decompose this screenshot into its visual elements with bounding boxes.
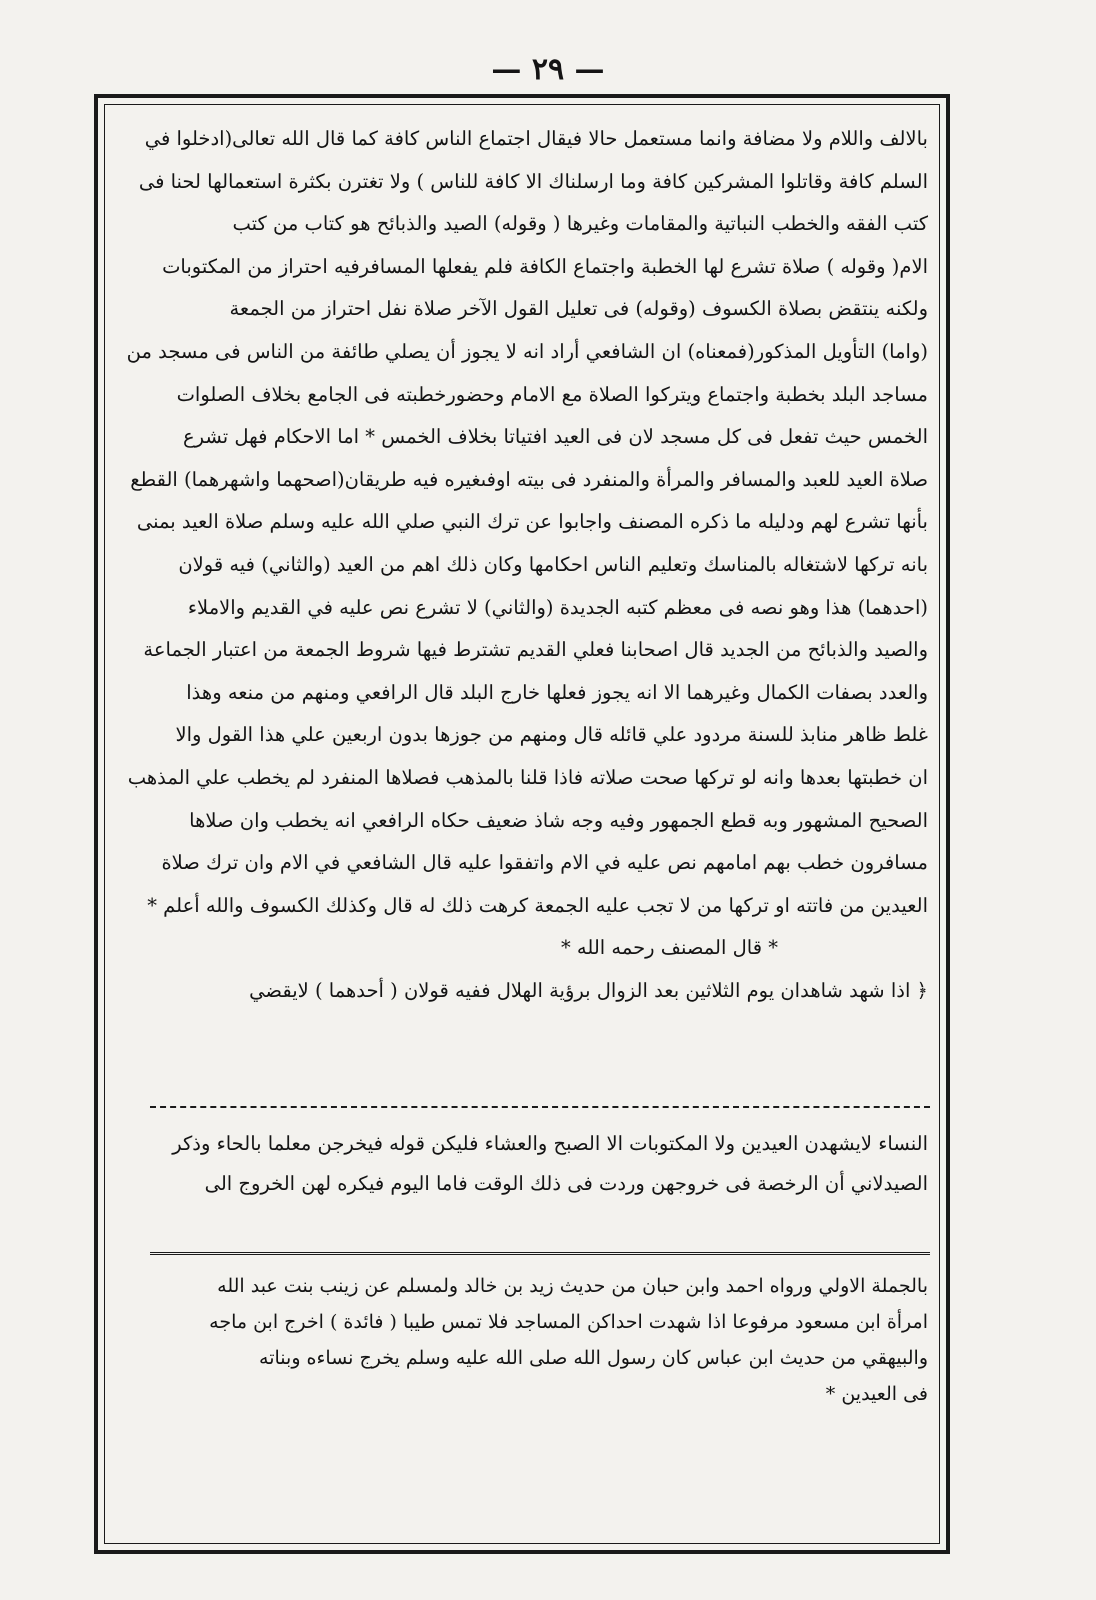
text-line: العيدين من فاتته او تركها من لا تجب عليه الجمعة كرهت ذلك له قال وكذلك الكسوف والله أعلم * [147,893,928,917]
text-line: صلاة العيد للعبد والمسافر والمرأة والمنفرد فى بيته اوفىغيره فيه طريقان(اصحهما واشهرهما) القطع [130,467,928,491]
main-commentary [116,118,928,1012]
text-line: ﴿ اذا شهد شاهدان يوم الثلاثين بعد الزوال برؤية الهلال ففيه قولان ( أحدهما ) لايقضي [249,978,928,1002]
text-line: ولكنه ينتقض بصلاة الكسوف (وقوله) فى تعليل القول الآخر صلاة نفل احتراز من الجمعة [229,297,928,321]
text-line: والبيهقي من حديث ابن عباس كان رسول الله صلى الله عليه وسلم يخرج نساءه وبناته [259,1347,928,1369]
text-line: مساجد البلد بخطبة واجتماع ويتركوا الصلاة مع الامام وحضورخطبته فى الجامع بخلاف الصلوات [176,382,928,406]
text-line: فى العيدين * [825,1383,928,1405]
text-line: الام( وقوله ) صلاة تشرع لها الخطبة واجتماع الكافة فلم يفعلها المسافرفيه احتراز من المكتوبات [162,254,928,278]
text-line: مسافرون خطب بهم امامهم نص عليه في الام واتفقوا عليه قال الشافعي في الام وان ترك صلاة [161,851,928,875]
text-line: الصحيح المشهور وبه قطع الجمهور وفيه وجه شاذ ضعيف حكاه الرافعي انه يخطب وان صلاها [189,808,928,832]
text-line: الصيدلاني أن الرخصة فى خروجهن وردت فى ذلك الوقت فاما اليوم فيكره لهن الخروج الى [204,1172,928,1195]
text-line: النساء لايشهدن العيدين ولا المكتوبات الا الصبح والعشاء فليكن قوله فيخرجن معلما بالحاء وذكر [172,1132,928,1155]
page-number: — ٢٩ — [491,52,605,87]
text-line: كتب الفقه والخطب النباتية والمقامات وغيرها ( وقوله) الصيد والذبائح هو كتاب من كتب [232,212,928,236]
section-heading: * قال المصنف رحمه الله * [560,936,778,960]
text-line: بالجملة الاولي ورواه احمد وابن حبان من حديث زيد بن خالد ولمسلم عن زينب بنت عبد الله [217,1275,928,1297]
section-divider [150,1106,930,1108]
footnote-block [116,1268,928,1412]
text-line: السلم كافة وقاتلوا المشركين كافة وما ارسلناك الا كافة للناس ) ولا تغترن بكثرة استعمالها لحنا فى [138,169,928,193]
text-line: (واما) التأويل المذكور(فمعناه) ان الشافعي أراد انه لا يجوز أن يصلي طائفة من الناس فى مسجد من [126,339,928,363]
text-line: امرأة ابن مسعود مرفوعا اذا شهدت احداكن المساجد فلا تمس طيبا ( فائدة ) اخرج ابن ماجه [209,1311,928,1333]
text-line: بانه تركها لاشتغاله بالمناسك وتعليم الناس احكامها وكان ذلك اهم من العيد (والثاني) فيه قولان [178,552,928,576]
text-line: والصيد والذبائح من الجديد قال اصحابنا فعلي القديم تشترط فيها شروط الجمعة من اعتبار الجماعة [143,638,928,662]
footnote-divider [150,1252,930,1255]
text-line: بأنها تشرع لهم ودليله ما ذكره المصنف واجابوا عن ترك النبي صلي الله عليه وسلم صلاة العيد بمنى [136,510,928,534]
text-line: بالالف واللام ولا مضافة وانما مستعمل حالا فيقال اجتماع الناس كافة كما قال الله تعالى(ادخلوا في [144,127,928,150]
text-line: ان خطبتها بعدها وانه لو تركها صحت صلاته فاذا قلنا بالمذهب فصلاها المنفرد لم يخطب علي المذهب [127,765,928,789]
text-line: (احدهما) هذا وهو نصه فى معظم كتبه الجديدة (والثاني) لا تشرع نص عليه في القديم والاملاء [187,595,928,619]
text-line: غلط ظاهر منابذ للسنة مردود علي قائله قال ومنهم من جوزها بدون اربعين علي هذا القول والا [175,723,928,747]
text-line: والعدد بصفات الكمال وغيرهما الا انه يجوز فعلها خارج البلد قال الرافعي ومنهم من منعه وهذا [186,680,928,704]
text-line: الخمس حيث تفعل فى كل مسجد لان فى العيد افتياتا بخلاف الخمس * اما الاحكام فهل تشرع [183,425,928,449]
lower-commentary [116,1124,928,1204]
